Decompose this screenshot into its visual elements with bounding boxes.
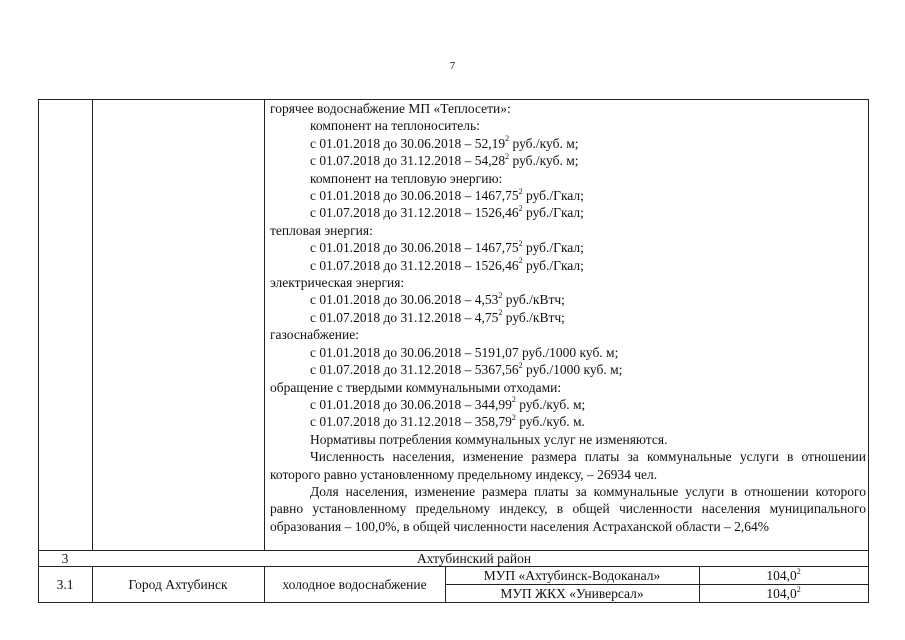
tariff-line <box>270 257 866 274</box>
tariff-line <box>270 291 866 308</box>
tariff-line-unit: руб./куб. м; <box>509 135 579 151</box>
population-share-paragraph: Доля населения, изменение размера платы за коммунальные услуги в отношении которого равно установленному предельному индексу, в общей численности населения муниципального образования – 100,0%, в общей численности населения Астраханской области – 2,64% <box>270 483 866 534</box>
tariff-line-unit: руб./кВтч; <box>502 309 565 325</box>
tariff-line-text: с 01.01.2018 до 30.06.2018 – 1467,75 <box>310 188 519 204</box>
tariff-line <box>270 274 866 291</box>
tariff-line <box>270 326 866 343</box>
page-number: 7 <box>449 60 456 72</box>
service-name: холодное водоснабжение <box>282 577 427 592</box>
tariff-line <box>270 187 866 204</box>
tariff-line-text: с 01.07.2018 до 31.12.2018 – 358,79 <box>310 414 512 430</box>
tariff-line <box>270 431 866 448</box>
tariff-line-text: с 01.07.2018 до 31.12.2018 – 1526,46 <box>310 257 519 273</box>
tariff-line-unit: руб./кВтч; <box>502 292 565 308</box>
tariff-line-unit: руб./куб. м. <box>515 414 585 430</box>
provider-index <box>699 567 868 584</box>
footnote-mark: 2 <box>498 308 503 318</box>
tariff-line-text: с 01.07.2018 до 31.12.2018 – 1526,46 <box>310 205 519 221</box>
footnote-mark: 2 <box>518 203 523 213</box>
tariff-line-text: горячее водоснабжение МП «Теплосети»: <box>270 101 511 116</box>
footnote-mark: 2 <box>518 256 523 266</box>
tariff-line-text: с 01.01.2018 до 30.06.2018 – 4,53 <box>310 292 499 308</box>
tariff-line-unit: руб./Гкал; <box>522 257 584 273</box>
footnote-mark: 2 <box>518 186 523 196</box>
provider-index <box>699 585 868 602</box>
tariff-line <box>270 361 866 378</box>
tariff-line <box>270 222 866 239</box>
tariff-lines <box>270 100 866 448</box>
provider-index-value: 104,0 <box>766 586 797 601</box>
tariff-line-unit: руб./куб. м; <box>515 396 586 412</box>
tariff-line-text: с 01.01.2018 до 30.06.2018 – 5191,07 руб./1000 куб. м; <box>310 344 619 360</box>
tariff-line <box>270 117 866 134</box>
tariff-line-text: с 01.07.2018 до 31.12.2018 – 4,75 <box>310 309 499 325</box>
footnote-mark: 2 <box>511 412 516 422</box>
tariff-line-unit: руб./Гкал; <box>522 188 584 204</box>
tariff-line-text: компонент на тепловую энергию: <box>310 170 503 186</box>
tariff-line <box>270 239 866 256</box>
tariff-line <box>270 344 866 361</box>
footnote-mark: 2 <box>518 360 523 370</box>
footnote-mark: 2 <box>505 151 510 161</box>
tariff-line-text: электрическая энергия: <box>270 275 405 291</box>
tariff-line-unit: руб./куб. м; <box>509 153 579 169</box>
tariff-line-text: с 01.01.2018 до 30.06.2018 – 52,19 <box>310 135 506 151</box>
tariff-line <box>270 170 866 187</box>
footnote-mark: 2 <box>505 134 510 144</box>
tariff-line-text: газоснабжение: <box>270 327 359 343</box>
footnote-mark: 2 <box>796 584 801 594</box>
tariff-line <box>270 309 866 326</box>
tariff-line <box>270 396 866 413</box>
tariff-line-unit: руб./Гкал; <box>522 240 584 256</box>
population-count-paragraph: Численность населения, изменение размера платы за коммунальные услуги в отношении которого равно установленному предельному индексу, – 26934 чел. <box>270 449 866 482</box>
tariff-line-text: с 01.07.2018 до 31.12.2018 – 54,28 <box>310 153 506 169</box>
tariff-line <box>270 152 866 169</box>
tariff-line-text: с 01.07.2018 до 31.12.2018 – 5367,56 <box>310 362 519 378</box>
tariff-line-text: обращение с твердыми коммунальными отходами: <box>270 379 562 395</box>
tariff-line-text: с 01.01.2018 до 30.06.2018 – 1467,75 <box>310 240 519 256</box>
section-title: Ахтубинский район <box>416 551 532 566</box>
tariff-line <box>270 100 866 117</box>
tariff-line <box>270 135 866 152</box>
tariff-line-unit: руб./Гкал; <box>522 205 584 221</box>
tariff-line <box>270 204 866 221</box>
tariff-line-unit: руб./1000 куб. м; <box>522 362 623 378</box>
section-number: 3 <box>61 551 69 566</box>
row-number: 3.1 <box>56 577 74 592</box>
municipality-name: Город Ахтубинск <box>128 577 228 592</box>
tariff-line-text: компонент на теплоноситель: <box>310 118 480 134</box>
footnote-mark: 2 <box>518 238 523 248</box>
footnote-mark: 2 <box>511 395 516 405</box>
provider-index-value: 104,0 <box>766 568 797 583</box>
provider-name: МУП ЖКХ «Универсал» <box>500 586 644 601</box>
tariff-line-text: Нормативы потребления коммунальных услуг не изменяются. <box>310 431 668 447</box>
footnote-mark: 2 <box>498 290 503 300</box>
tariff-line-text: с 01.01.2018 до 30.06.2018 – 344,99 <box>310 396 512 412</box>
tariff-line <box>270 413 866 430</box>
footnote-mark: 2 <box>796 566 801 576</box>
tariff-line-text: тепловая энергия: <box>270 222 373 238</box>
provider-name: МУП «Ахтубинск-Водоканал» <box>483 568 661 583</box>
tariff-line <box>270 379 866 396</box>
tariff-details-cell <box>270 100 866 535</box>
